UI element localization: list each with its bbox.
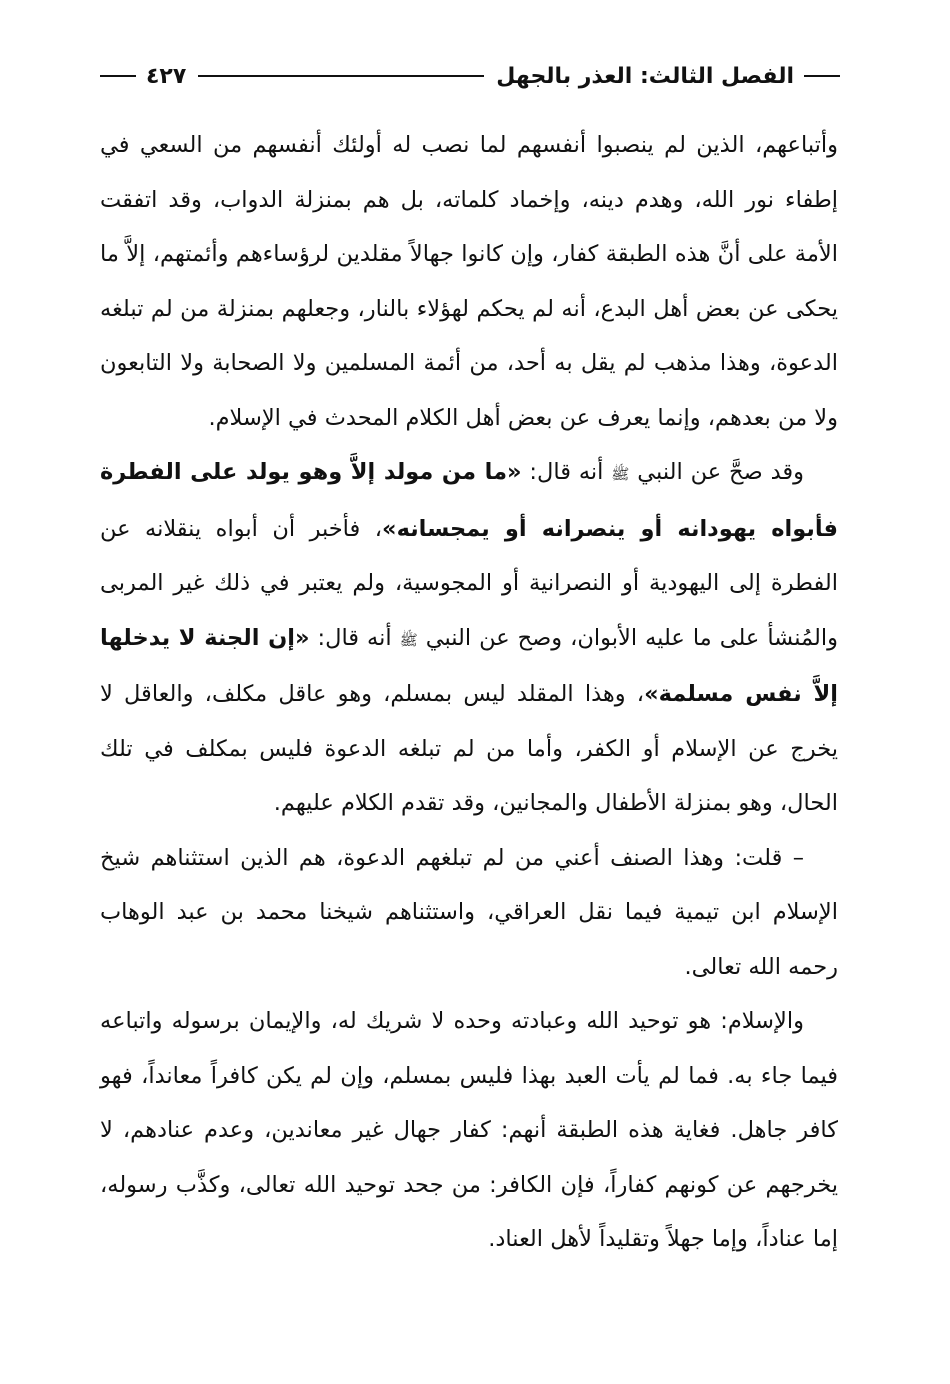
running-header [100, 58, 840, 94]
page-body [100, 118, 838, 1267]
paragraph-text: أنه قال: [521, 459, 612, 485]
paragraph-4 [100, 994, 838, 1267]
paragraph-3 [100, 831, 838, 995]
header-rule-right [804, 75, 840, 77]
page-number: ٤٢٧ [146, 63, 187, 89]
paragraph-text: وأتباعهم، الذين لم ينصبوا أنفسهم لما نصب له أولئك أنفسهم من السعي في إطفاء نور الله، وهدم دينه، وإخماد كلماته، بل هم بمنزلة الدواب، وقد اتفقت الأمة على أنَّ هذه الطبقة كفار، وإن كانوا جهالاً مقلدين لرؤساءهم وأئمتهم، إلاَّ ما يحكى عن بعض أهل البدع، أنه لم يحكم لهؤلاء بالنار، وجعلهم بمنزلة من لم تبلغه الدعوة، وهذا مذهب لم يقل به أحد، من أئمة المسلمين ولا الصحابة ولا التابعون ولا من بعدهم، وإنما يعرف عن بعض أهل الكلام المحدث في الإسلام. [100, 132, 838, 431]
chapter-title: الفصل الثالث: العذر بالجهل [496, 63, 794, 89]
header-rule-left [100, 75, 136, 77]
paragraph-text: أنه قال: [309, 624, 400, 651]
hadith-quote: «ما من مولد إلاَّ وهو يولد على الفطرة فأبواه يهودانه أو ينصرانه أو يمجسانه» [100, 459, 838, 542]
paragraph-text: ، وهذا المقلد ليس بمسلم، وهو عاقل مكلف، والعاقل لا يخرج عن الإسلام أو الكفر، وأما من لم تبلغه الدعوة فليس بمكلف في تلك الحال، وهو بمنزلة الأطفال والمجانين، وقد تقدم الكلام عليهم. [100, 681, 838, 816]
paragraph-2 [100, 445, 838, 831]
paragraph-text: – قلت: وهذا الصنف أعني من لم تبلغهم الدعوة، هم الذين استثناهم شيخ الإسلام ابن تيمية فيما نقل العراقي، واستثناهم شيخنا محمد بن عبد الوهاب رحمه الله تعالى. [100, 844, 838, 980]
header-rule-middle [198, 75, 484, 77]
paragraph-text: والإسلام: هو توحيد الله وعبادته وحده لا شريك له، والإيمان برسوله واتباعه فيما جاء به. فما لم يأت العبد بهذا فليس بمسلم، وإن لم يكن كافراً معانداً، فهو كافر جاهل. فغاية هذه الطبقة أنهم: كفار جهال غير معاندين، وعدم عنادهم، لا يخرجهم عن كونهم كفاراً، فإن الكافر: من جحد توحيد الله تعالى، وكذَّب رسوله، إما عناداً، وإما جهلاً وتقليداً لأهل العناد. [100, 1008, 838, 1252]
salutation-glyph: ﷺ [611, 465, 630, 483]
salutation-glyph: ﷺ [399, 630, 418, 649]
paragraph-text: وقد صحَّ عن النبي [629, 459, 804, 485]
hadith-quote: «إن الجنة لا يدخلها إلاَّ نفس مسلمة» [100, 624, 838, 707]
paragraph-text: ، فأخبر أن أبواه ينقلانه عن الفطرة إلى اليهودية أو النصرانية أو المجوسية، ولم يعتبر في ذلك غير المربى والمُنشأ على ما عليه الأبوان، وصح عن النبي [100, 515, 839, 651]
paragraph-1 [100, 118, 838, 445]
